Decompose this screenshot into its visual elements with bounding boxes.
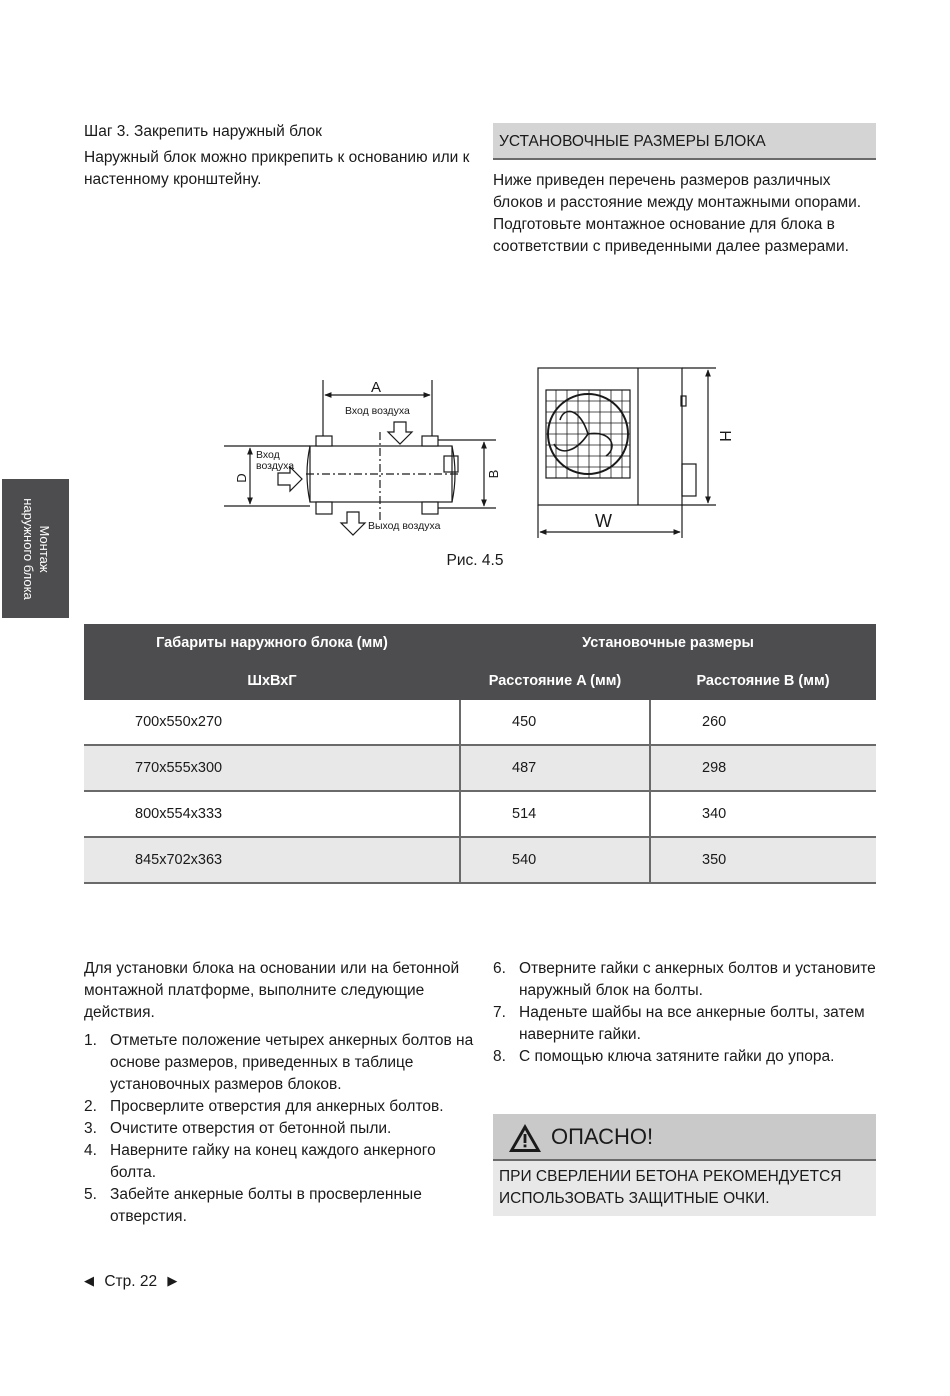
- list-item: [84, 1096, 474, 1118]
- step-title: Шаг 3. Закрепить наружный блок: [84, 123, 322, 140]
- install-dims-heading: УСТАНОВОЧНЫЕ РАЗМЕРЫ БЛОКА: [493, 123, 876, 160]
- step-text: Очистите отверстия от бетонной пыли.: [110, 1120, 392, 1137]
- step-number: 7.: [493, 1004, 506, 1021]
- list-item: [493, 958, 878, 1002]
- danger-title: ОПАСНО!: [551, 1124, 654, 1149]
- table-subheader-row: [84, 662, 876, 700]
- step-number: 5.: [84, 1186, 97, 1203]
- danger-text: ПРИ СВЕРЛЕНИИ БЕТОНА РЕКОМЕНДУЕТСЯ ИСПОЛЬЗОВАТЬ ЗАЩИТНЫЕ ОЧКИ.: [493, 1161, 876, 1216]
- label-air-in-side-2: воздуха: [256, 460, 295, 472]
- cell-dims: 845x702x363: [84, 837, 460, 883]
- page-footer: [84, 1271, 177, 1292]
- list-item: [84, 1118, 474, 1140]
- page-number: Стр. 22: [104, 1273, 158, 1290]
- mounting-diagram: [220, 360, 733, 542]
- step-text: С помощью ключа затяните гайки до упора.: [519, 1048, 835, 1065]
- label-air-out: Выход воздуха: [368, 520, 441, 532]
- step-number: 4.: [84, 1142, 97, 1159]
- step-intro-text: Наружный блок можно прикрепить к основанию или к настенному кронштейну.: [84, 149, 470, 188]
- step-text: Наденьте шайбы на все анкерные болты, затем наверните гайки.: [519, 1004, 865, 1043]
- dim-label-a: A: [371, 379, 382, 396]
- step-number: 3.: [84, 1120, 97, 1137]
- cell-dims: 800x554x333: [84, 791, 460, 837]
- cell-distance-a: 540: [460, 837, 650, 883]
- danger-header: [493, 1114, 876, 1161]
- warning-triangle-icon: [507, 1122, 543, 1154]
- dim-label-w: W: [595, 511, 612, 531]
- side-tab-line-2: наружного блока: [20, 497, 36, 600]
- step-text: Отверните гайки с анкерных болтов и установите наружный блок на болты.: [519, 960, 876, 999]
- dimensions-table: [84, 624, 876, 884]
- label-air-in-top: Вход воздуха: [345, 405, 410, 417]
- prev-page-icon[interactable]: ◀: [84, 1273, 94, 1288]
- subheader-distance-a: Расстояние A (мм): [460, 662, 650, 700]
- section-side-tab: [2, 479, 69, 618]
- cell-distance-a: 450: [460, 700, 650, 745]
- instructions-intro: Для установки блока на основании или на бетонной монтажной платформе, выполните следующие действия.: [84, 960, 460, 1021]
- table-header-row: [84, 624, 876, 662]
- step-number: 2.: [84, 1098, 97, 1115]
- header-unit-dimensions: Габариты наружного блока (мм): [84, 624, 460, 662]
- subheader-distance-b: Расстояние B (мм): [650, 662, 876, 700]
- dim-label-h: H: [716, 430, 733, 442]
- instructions-left-column: [84, 958, 474, 1228]
- table-row: [84, 700, 876, 745]
- list-item: [84, 1030, 474, 1096]
- step-number: 6.: [493, 960, 506, 977]
- header-install-dimensions: Установочные размеры: [460, 624, 876, 662]
- step-text: Отметьте положение четырех анкерных болтов на основе размеров, приведенных в таблице установочных размеров блоков.: [110, 1032, 474, 1093]
- cell-distance-b: 298: [650, 745, 876, 791]
- table-row: [84, 837, 876, 883]
- label-air-in-side-1: Вход: [256, 449, 280, 461]
- install-dims-text: Ниже приведен перечень размеров различных блоков и расстояние между монтажными опорами. Подготовьте монтажное основание для блока в соответствии с приведенными далее размерами.: [493, 172, 862, 255]
- cell-distance-a: 487: [460, 745, 650, 791]
- step-text: Просверлите отверстия для анкерных болтов.: [110, 1098, 444, 1115]
- cell-distance-b: 260: [650, 700, 876, 745]
- step-number: 1.: [84, 1032, 97, 1049]
- dim-label-b: B: [486, 469, 501, 479]
- cell-distance-a: 514: [460, 791, 650, 837]
- figure-caption: Рис. 4.5: [446, 552, 504, 569]
- front-view-drawing: [538, 368, 716, 538]
- step-text: Забейте анкерные болты в просверленные отверстия.: [110, 1186, 422, 1225]
- instructions-right-column: [493, 958, 878, 1068]
- list-item: [493, 1046, 878, 1068]
- step-text: Наверните гайку на конец каждого анкерного болта.: [110, 1142, 436, 1181]
- cell-distance-b: 350: [650, 837, 876, 883]
- cell-dims: 700x550x270: [84, 700, 460, 745]
- subheader-wxhxd: ШхВхГ: [84, 662, 460, 700]
- side-tab-line-1: Монтаж: [36, 524, 52, 573]
- dim-label-d: D: [234, 473, 249, 483]
- cell-dims: 770x555x300: [84, 745, 460, 791]
- table-row: [84, 745, 876, 791]
- cell-distance-b: 340: [650, 791, 876, 837]
- step-number: 8.: [493, 1048, 506, 1065]
- list-item: [84, 1184, 474, 1228]
- list-item: [493, 1002, 878, 1046]
- table-row: [84, 791, 876, 837]
- next-page-icon[interactable]: ▶: [167, 1273, 178, 1288]
- list-item: [84, 1140, 474, 1184]
